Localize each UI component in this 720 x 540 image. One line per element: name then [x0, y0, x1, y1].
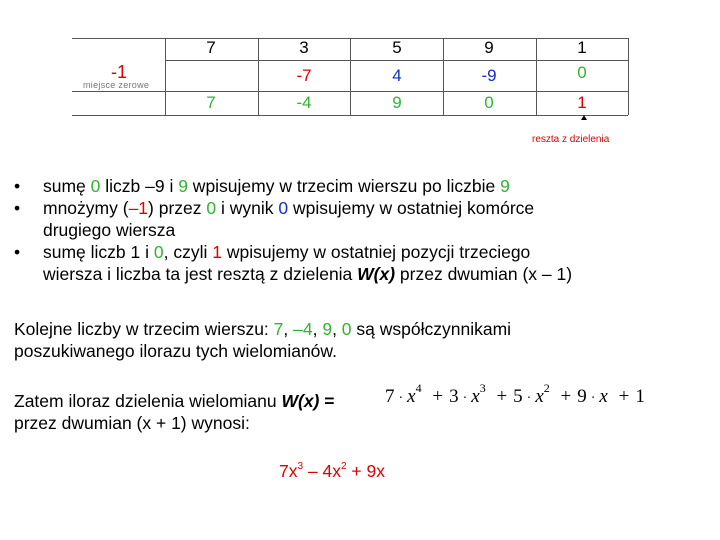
- row3-cell-2: -4: [296, 93, 312, 112]
- bullet-2-line-2: drugiego wiersza: [43, 220, 176, 240]
- table-line-2: [165, 60, 628, 61]
- row1-cell-4: 9: [484, 38, 494, 57]
- paragraph-1-line-2: poszukiwanego ilorazu tych wielomianów.: [14, 341, 337, 361]
- result-quotient: $7x^3 - 4x^2 + 9x$: [279, 461, 385, 481]
- row1-cell-1: 7: [206, 38, 216, 57]
- row1-cell-2: 3: [299, 38, 309, 57]
- bullet-marker-2: •: [14, 198, 21, 218]
- bullet-1-line-1: sumę 0 liczb –9 i 9 wpisujemy w trzecim wierszu po liczbie 9: [43, 176, 510, 196]
- table-vline-5: [536, 38, 537, 115]
- remainder-arrow-icon: [581, 115, 587, 120]
- bullet-marker-3: •: [14, 242, 21, 262]
- row2-cell-4: -9: [481, 66, 497, 85]
- bullet-3-line-2: wiersza i liczba ta jest resztą z dzielenia W(x) przez dwumian (x – 1): [43, 264, 573, 284]
- row1-cell-5: 1: [577, 38, 587, 57]
- table-vline-2: [258, 38, 259, 115]
- paragraph-2-line-1: Zatem iloraz dzielenia wielomianu W(x) =: [14, 391, 335, 411]
- row1-cell-3: 5: [392, 38, 402, 57]
- paragraph-2-line-2: przez dwumian (x + 1) wynosi:: [14, 413, 250, 433]
- row3-cell-1: 7: [206, 93, 216, 112]
- table-vline-1: [165, 38, 166, 115]
- row2-cell-3: 4: [392, 66, 402, 85]
- table-vline-3: [350, 38, 351, 115]
- table-vline-6: [628, 38, 629, 115]
- bullet-2-line-1: mnożymy (–1) przez 0 i wynik 0 wpisujemy w ostatniej komórce: [43, 198, 535, 218]
- table-bottom-line: [72, 115, 628, 116]
- root-value: -1: [111, 62, 128, 82]
- bullet-marker-1: •: [14, 176, 21, 196]
- polynomial-formula: $7 \cdot x^4 + 3 \cdot x^3 + 5 \cdot x^2 + 9 \cdot x + 1$: [385, 381, 645, 407]
- row2-cell-2: -7: [296, 66, 312, 85]
- root-label: miejsce zerowe: [83, 80, 150, 90]
- row2-cell-5: 0: [577, 63, 587, 82]
- row3-cell-4: 0: [484, 93, 494, 112]
- row3-cell-3: 9: [392, 93, 402, 112]
- table-vline-4: [443, 38, 444, 115]
- paragraph-1-line-1: Kolejne liczby w trzecim wierszu: 7, –4, 9, 0 są współczynnikami: [14, 319, 512, 339]
- row3-cell-5: 1: [577, 93, 587, 112]
- remainder-label: reszta z dzielenia: [532, 134, 610, 145]
- bullet-3-line-1: sumę liczb 1 i 0, czyli 1 wpisujemy w ostatniej pozycji trzeciego: [43, 242, 531, 262]
